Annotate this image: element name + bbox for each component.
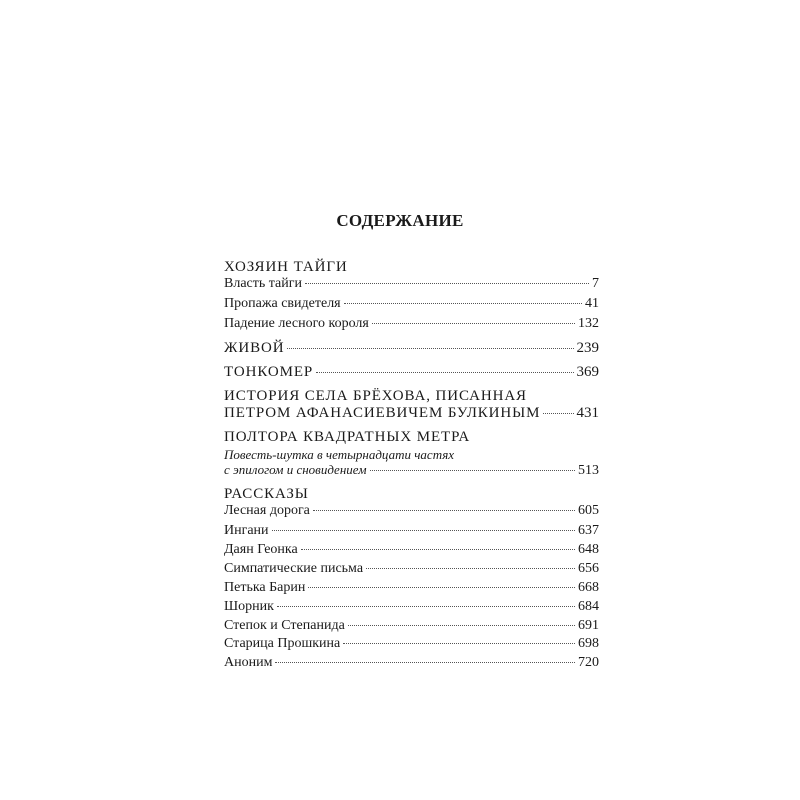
toc-entry[interactable] <box>224 599 599 615</box>
toc-entry-page: 132 <box>578 316 599 331</box>
toc-entry-title: Симпатические письма <box>224 561 364 576</box>
dot-leader <box>287 348 573 349</box>
dot-leader <box>372 323 575 324</box>
toc-entry-page: 648 <box>578 542 599 557</box>
dot-leader <box>543 413 573 414</box>
toc-entry-title: Петька Барин <box>224 580 306 595</box>
page-title: СОДЕРЖАНИЕ <box>336 211 464 230</box>
toc-entry[interactable] <box>224 542 599 558</box>
toc-entry-page: 684 <box>578 599 599 614</box>
toc-entry-page: 239 <box>576 340 599 356</box>
toc-entry-title: Даян Геонка <box>224 542 298 557</box>
toc-entry-title: Ингани <box>224 523 269 538</box>
toc-entry-page: 637 <box>578 523 599 538</box>
toc-entry[interactable] <box>224 296 599 312</box>
dot-leader <box>275 662 575 663</box>
toc-entry-title: Лесная дорога <box>224 503 310 518</box>
toc-entry-tonkomer[interactable] <box>224 364 599 380</box>
section-subtitle: Повесть-шутка в четырнадцати частях <box>224 447 455 462</box>
toc-entry-title: ТОНКОМЕР <box>224 364 314 380</box>
toc-entry-title: Шорник <box>224 599 274 614</box>
toc-entry[interactable] <box>224 636 599 652</box>
toc-entry-title: ЖИВОЙ <box>224 340 285 356</box>
section-heading-poltora: ПОЛТОРА КВАДРАТНЫХ МЕТРА <box>224 429 471 445</box>
toc-entry-page: 668 <box>578 580 599 595</box>
toc-entry[interactable] <box>224 655 599 671</box>
section-heading-istoriya-line1: ИСТОРИЯ СЕЛА БРЁХОВА, ПИСАННАЯ <box>224 388 527 404</box>
section-subtitle: с эпилогом и сновидением <box>224 462 367 477</box>
toc-entry[interactable] <box>224 316 599 332</box>
toc-entry[interactable] <box>224 523 599 539</box>
toc-entry[interactable] <box>224 618 599 634</box>
dot-leader <box>308 587 575 588</box>
section-heading-rasskazy: РАССКАЗЫ <box>224 486 309 502</box>
toc-entry-page: 698 <box>578 636 599 651</box>
toc-entry-page: 691 <box>578 618 599 633</box>
toc-entry-page: 656 <box>578 561 599 576</box>
toc-entry[interactable] <box>224 561 599 577</box>
dot-leader <box>370 470 575 471</box>
toc-entry-title: ПЕТРОМ АФАНАСИЕВИЧЕМ БУЛКИНЫМ <box>224 405 541 421</box>
dot-leader <box>344 303 582 304</box>
dot-leader <box>272 530 575 531</box>
dot-leader <box>366 568 575 569</box>
toc-entry-title: Падение лесного короля <box>224 316 369 331</box>
toc-entry-title: Власть тайги <box>224 276 302 291</box>
dot-leader <box>301 549 575 550</box>
toc-entry-istoriya[interactable] <box>224 405 599 421</box>
dot-leader <box>343 643 575 644</box>
toc-entry-page: 720 <box>578 655 599 670</box>
dot-leader <box>316 372 573 373</box>
toc-entry-poltora[interactable] <box>224 462 599 479</box>
toc-entry-page: 605 <box>578 503 599 518</box>
toc-entry-title: Старица Прошкина <box>224 636 341 651</box>
toc-entry-page: 41 <box>585 296 599 311</box>
toc-entry-zhivoy[interactable] <box>224 340 599 356</box>
toc-entry-page: 513 <box>578 463 599 478</box>
toc-entry-title: Степок и Степанида <box>224 618 345 633</box>
toc-entry-title: Аноним <box>224 655 273 670</box>
toc-entry[interactable] <box>224 580 599 596</box>
toc-entry[interactable] <box>224 276 599 292</box>
toc-entry-page: 431 <box>576 405 599 421</box>
toc-entry[interactable] <box>224 503 599 519</box>
section-heading-hozyain: ХОЗЯИН ТАЙГИ <box>224 259 348 275</box>
dot-leader <box>348 625 575 626</box>
dot-leader <box>305 283 589 284</box>
toc-entry-page: 7 <box>592 276 599 291</box>
dot-leader <box>277 606 575 607</box>
toc-entry-title: Пропажа свидетеля <box>224 296 341 311</box>
toc-entry-page: 369 <box>576 364 599 380</box>
dot-leader <box>313 510 575 511</box>
